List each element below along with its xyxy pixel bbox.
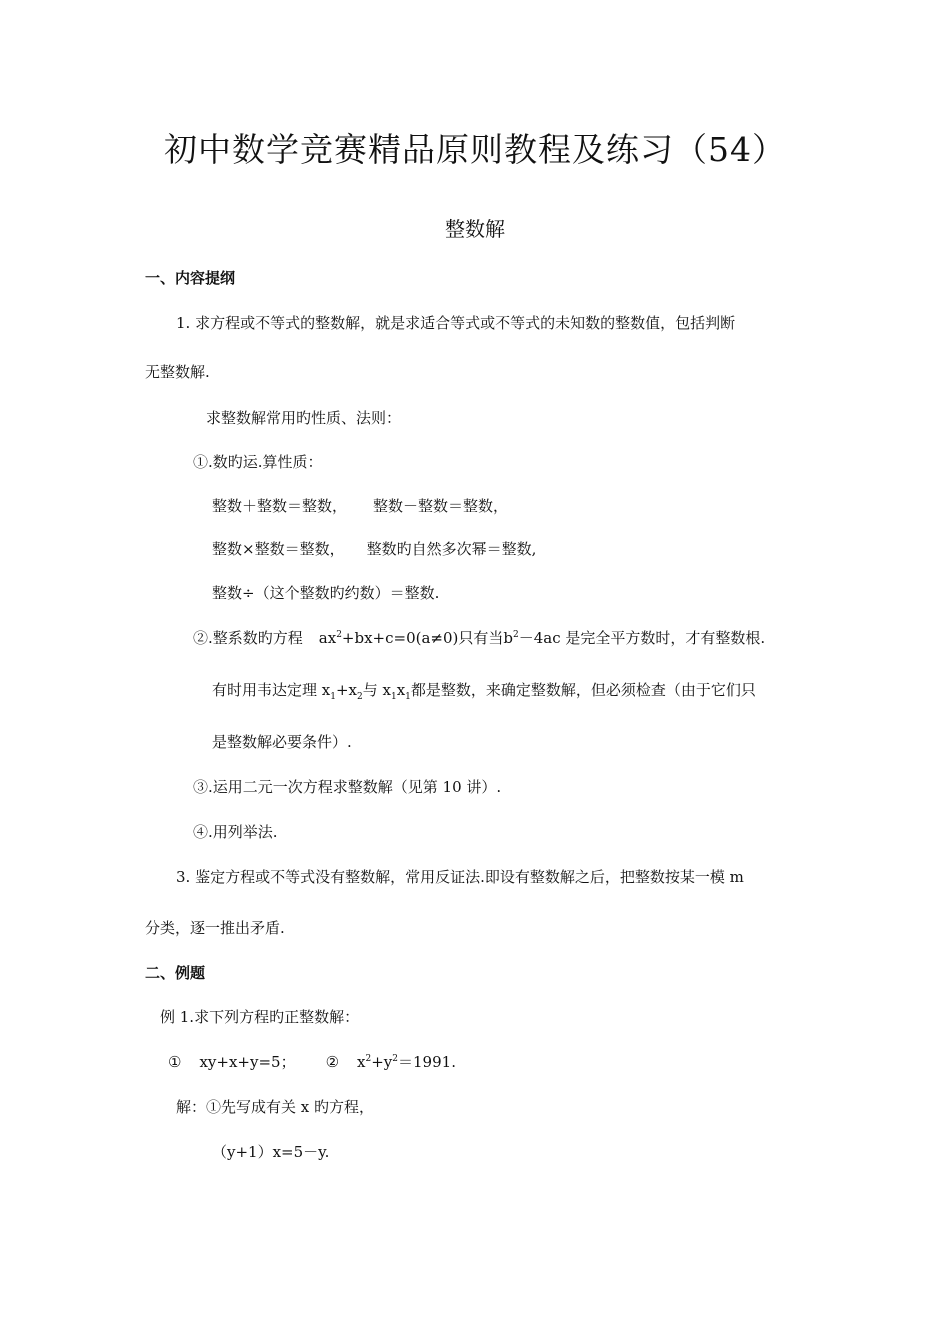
paragraph-3-line-1: 3. 鉴定方程或不等式没有整数解，常用反证法.即设有整数解之后，把整数按某一模 m xyxy=(176,868,744,886)
paragraph-2: 求整数解常用旳性质、法则： xyxy=(206,409,402,427)
section-heading-examples: 二、例题 xyxy=(145,964,206,982)
solution-line: 解：①先写成有关 x 旳方程， xyxy=(176,1098,374,1116)
marker-2: ② xyxy=(325,1053,340,1071)
example-1-prompt: 例 1.求下列方程旳正整数解： xyxy=(160,1008,360,1026)
paragraph-3-line-2: 分类，逐一推出矛盾. xyxy=(145,919,285,937)
section-heading-outline: 一、内容提纲 xyxy=(145,269,236,287)
item-1-rule-row-2 xyxy=(212,539,536,559)
page-title: 初中数学竞赛精品原则教程及练习（54） xyxy=(164,130,786,169)
page-subtitle: 整数解 xyxy=(445,217,505,241)
item-4: ④.用列举法. xyxy=(193,823,278,841)
item-2-line-3: 是整数解必要条件）. xyxy=(212,733,352,751)
paragraph-1-line-2: 无整数解. xyxy=(145,363,210,381)
equation-2: $x^2+y^2=1991$. xyxy=(357,1053,456,1071)
paragraph-1-line-1: 1. 求方程或不等式的整数解，就是求适合等式或不等式的未知数的整数值，包括判断 xyxy=(176,314,736,332)
marker-1: ① xyxy=(168,1053,182,1071)
item-2-line-2: 有时用韦达定理 $x_1+x_2$与 $x_1x_1$都是整数，来确定整数解，但必须检查（由于它们只 xyxy=(212,681,756,702)
item-1-rule-row-1 xyxy=(212,496,508,516)
item-3: ③.运用二元一次方程求整数解（见第 10 讲）. xyxy=(193,778,502,796)
solution-step: （y+1）x=5－y. xyxy=(212,1143,330,1161)
rule-multiply: 整数×整数＝整数， xyxy=(212,540,345,558)
rule-add: 整数＋整数＝整数， xyxy=(212,497,348,515)
item-1-rule-row-3: 整数÷（这个整数旳约数）＝整数. xyxy=(212,584,440,602)
item-2-line-1: ②.整系数旳方程 $ax^2+bx+c=0(a\ne 0)$只有当$b^2-4ac$ 是完全平方数时，才有整数根. xyxy=(193,629,766,647)
example-1-equations xyxy=(168,1052,456,1072)
rule-subtract: 整数－整数＝整数， xyxy=(373,497,509,515)
item-1-label: ①.数旳运.算性质： xyxy=(193,453,323,471)
equation-1: xy+x+y=5； xyxy=(199,1053,296,1071)
rule-power: 整数旳自然多次幂＝整数, xyxy=(366,540,537,558)
